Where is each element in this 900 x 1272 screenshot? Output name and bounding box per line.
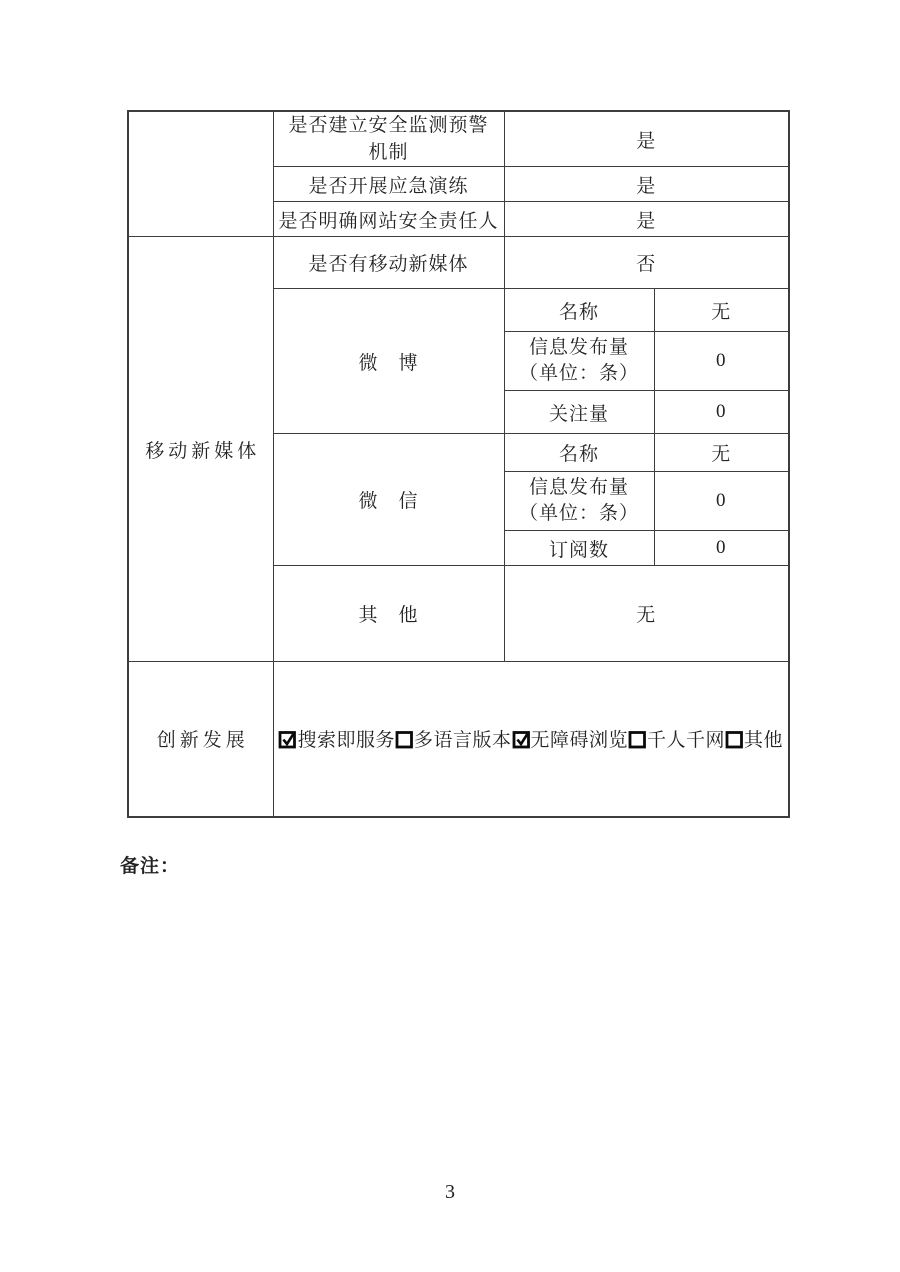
group-other-media: 其 他 <box>273 566 504 662</box>
checkbox-label: 搜索即服务 <box>297 730 395 752</box>
innovation-option[interactable] <box>395 725 512 752</box>
other-media-value: 无 <box>504 566 789 662</box>
table-row <box>128 662 789 817</box>
answer-security-responsible: 是 <box>504 202 789 237</box>
report-table <box>127 110 790 818</box>
weibo-name-label: 名称 <box>504 289 654 332</box>
question-emergency-drill: 是否开展应急演练 <box>273 167 504 202</box>
category-cell-empty <box>128 111 273 237</box>
answer-has-mobile-media: 否 <box>504 237 789 289</box>
checkbox-unchecked-icon[interactable] <box>628 730 647 749</box>
table-row <box>128 111 789 167</box>
checkbox-label: 千人千网 <box>647 730 726 752</box>
weibo-posts-label <box>504 332 654 391</box>
answer-emergency-drill: 是 <box>504 167 789 202</box>
label-line-sub: （单位：条） <box>518 363 639 384</box>
question-security-monitor <box>273 111 504 167</box>
question-security-responsible: 是否明确网站安全责任人 <box>273 202 504 237</box>
page-number: 3 <box>445 1181 455 1203</box>
checkbox-label: 多语言版本 <box>413 730 512 752</box>
checkbox-unchecked-icon[interactable] <box>725 730 744 749</box>
category-innovation: 创新发展 <box>128 662 273 817</box>
label-line: 信息发布量 <box>528 477 629 498</box>
innovation-option[interactable] <box>628 725 725 752</box>
innovation-option[interactable] <box>512 725 629 752</box>
answer-security-monitor: 是 <box>504 111 789 167</box>
checkbox-label: 其他 <box>744 730 784 752</box>
weibo-followers-value: 0 <box>654 391 789 434</box>
wechat-posts-label <box>504 472 654 531</box>
group-wechat: 微 信 <box>273 434 504 566</box>
weibo-name-value: 无 <box>654 289 789 332</box>
wechat-subscribers-value: 0 <box>654 531 789 566</box>
innovation-option[interactable] <box>725 725 783 752</box>
label-line-sub: （单位：条） <box>518 503 639 524</box>
wechat-subscribers-label: 订阅数 <box>504 531 654 566</box>
wechat-posts-value: 0 <box>654 472 789 531</box>
wechat-name-value: 无 <box>654 434 789 472</box>
category-mobile-media: 移动新媒体 <box>128 237 273 662</box>
checkbox-unchecked-icon[interactable] <box>395 730 414 749</box>
question-text: 是否建立安全监测预警机制 <box>288 115 489 163</box>
wechat-name-label: 名称 <box>504 434 654 472</box>
checkbox-checked-icon[interactable] <box>278 730 297 749</box>
checkbox-label: 无障碍浏览 <box>530 730 629 752</box>
question-has-mobile-media: 是否有移动新媒体 <box>273 237 504 289</box>
table-row <box>128 237 789 289</box>
checkbox-checked-icon[interactable] <box>512 730 531 749</box>
weibo-followers-label: 关注量 <box>504 391 654 434</box>
innovation-cell <box>273 662 789 817</box>
weibo-posts-value: 0 <box>654 332 789 391</box>
label-line: 信息发布量 <box>528 337 629 358</box>
group-weibo: 微 博 <box>273 289 504 434</box>
innovation-option[interactable] <box>278 725 395 752</box>
innovation-options <box>274 725 789 752</box>
note-label: 备注： <box>120 856 181 877</box>
